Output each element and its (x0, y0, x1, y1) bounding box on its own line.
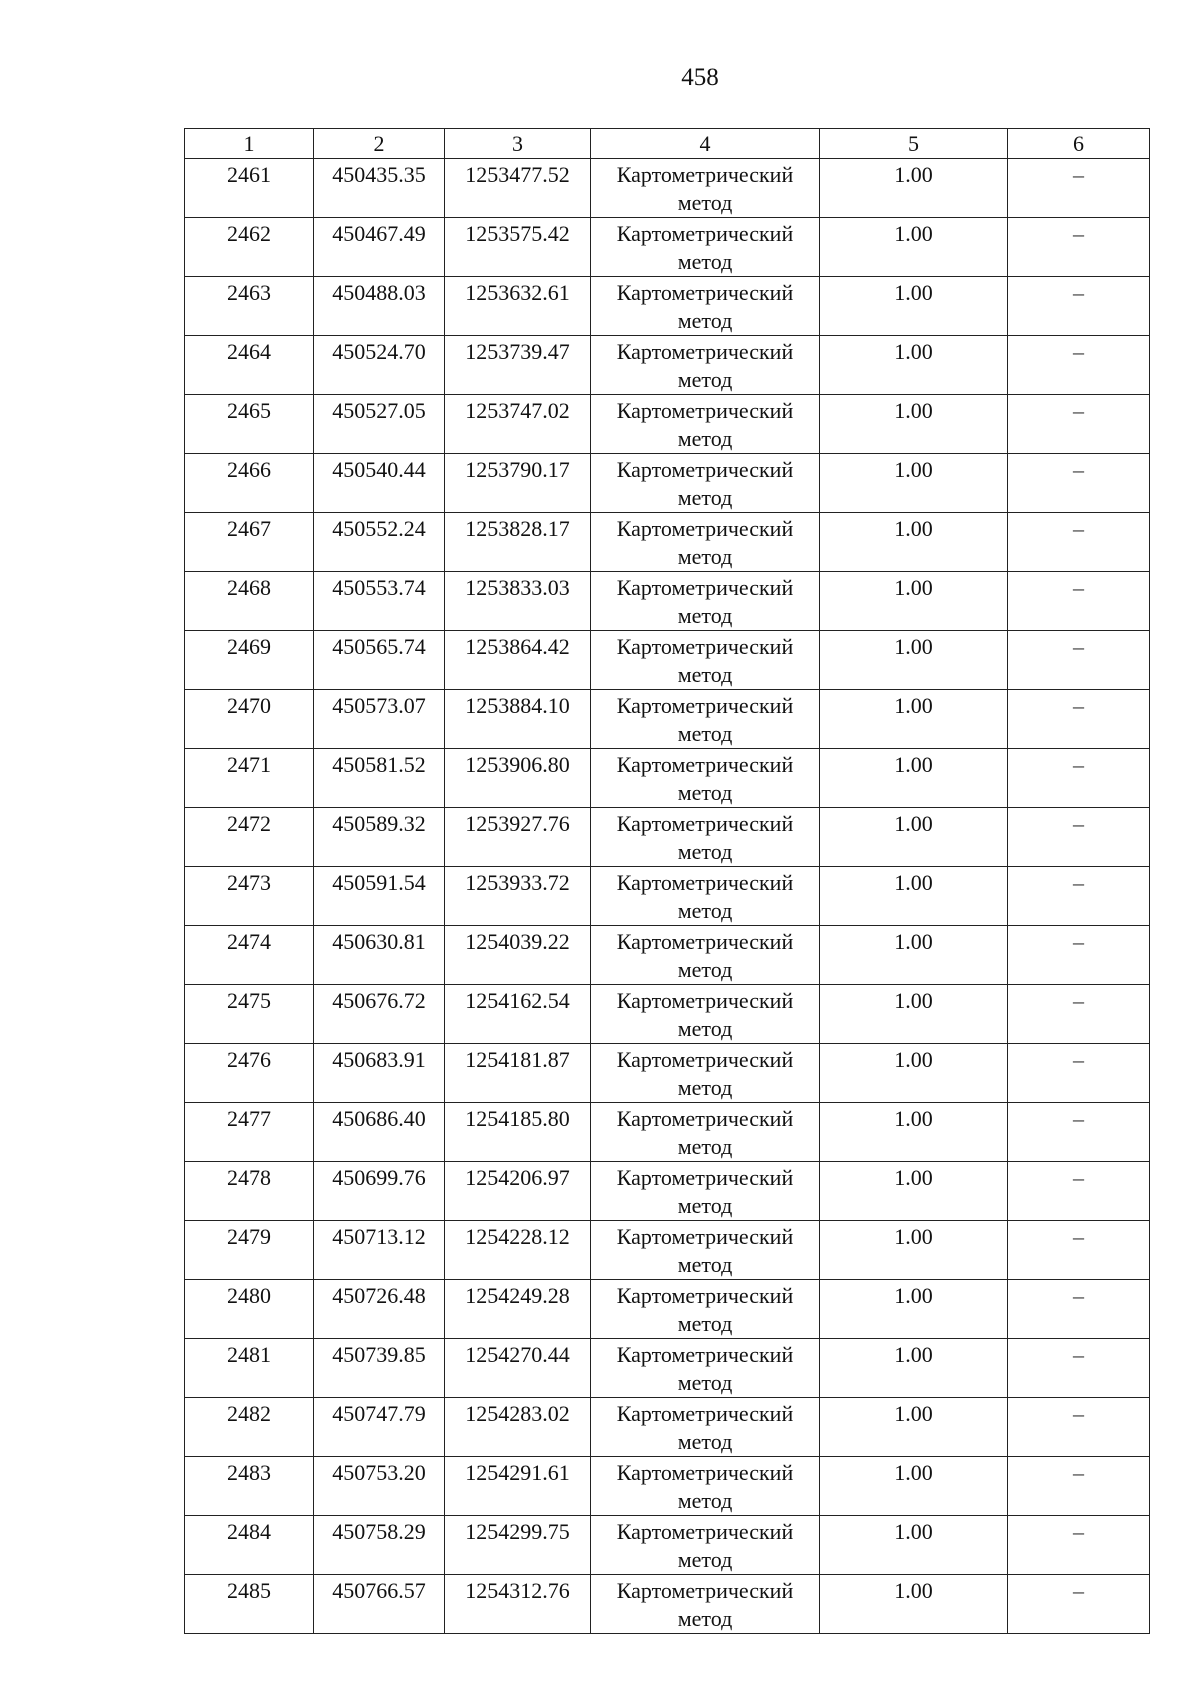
method-cell: Картометрический метод (591, 985, 820, 1044)
x-coordinate-cell: 450552.24 (314, 513, 445, 572)
accuracy-cell: 1.00 (820, 454, 1008, 513)
note-cell: – (1008, 749, 1150, 808)
note-cell: – (1008, 1339, 1150, 1398)
note-cell: – (1008, 513, 1150, 572)
accuracy-cell: 1.00 (820, 159, 1008, 218)
table-row (185, 1398, 1150, 1457)
note-cell: – (1008, 277, 1150, 336)
method-cell: Картометрический метод (591, 926, 820, 985)
y-coordinate-cell: 1254039.22 (445, 926, 591, 985)
note-cell: – (1008, 1103, 1150, 1162)
accuracy-cell: 1.00 (820, 1457, 1008, 1516)
y-coordinate-cell: 1253790.17 (445, 454, 591, 513)
point-number-cell: 2481 (185, 1339, 314, 1398)
x-coordinate-cell: 450713.12 (314, 1221, 445, 1280)
method-cell: Картометрический метод (591, 867, 820, 926)
accuracy-cell: 1.00 (820, 1103, 1008, 1162)
y-coordinate-cell: 1254299.75 (445, 1516, 591, 1575)
method-cell: Картометрический метод (591, 1398, 820, 1457)
table-row (185, 808, 1150, 867)
x-coordinate-cell: 450581.52 (314, 749, 445, 808)
point-number-cell: 2475 (185, 985, 314, 1044)
y-coordinate-cell: 1254206.97 (445, 1162, 591, 1221)
y-coordinate-cell: 1254185.80 (445, 1103, 591, 1162)
y-coordinate-cell: 1254270.44 (445, 1339, 591, 1398)
point-number-cell: 2482 (185, 1398, 314, 1457)
method-cell: Картометрический метод (591, 1575, 820, 1634)
method-cell: Картометрический метод (591, 631, 820, 690)
accuracy-cell: 1.00 (820, 1221, 1008, 1280)
point-number-cell: 2476 (185, 1044, 314, 1103)
accuracy-cell: 1.00 (820, 218, 1008, 277)
method-cell: Картометрический метод (591, 1280, 820, 1339)
point-number-cell: 2464 (185, 336, 314, 395)
point-number-cell: 2467 (185, 513, 314, 572)
table-row (185, 1516, 1150, 1575)
x-coordinate-cell: 450686.40 (314, 1103, 445, 1162)
note-cell: – (1008, 1221, 1150, 1280)
note-cell: – (1008, 1398, 1150, 1457)
note-cell: – (1008, 985, 1150, 1044)
point-number-cell: 2485 (185, 1575, 314, 1634)
point-number-cell: 2479 (185, 1221, 314, 1280)
y-coordinate-cell: 1254181.87 (445, 1044, 591, 1103)
point-number-cell: 2462 (185, 218, 314, 277)
accuracy-cell: 1.00 (820, 1280, 1008, 1339)
accuracy-cell: 1.00 (820, 1339, 1008, 1398)
y-coordinate-cell: 1253739.47 (445, 336, 591, 395)
table-row (185, 926, 1150, 985)
note-cell: – (1008, 808, 1150, 867)
point-number-cell: 2474 (185, 926, 314, 985)
point-number-cell: 2463 (185, 277, 314, 336)
method-cell: Картометрический метод (591, 454, 820, 513)
accuracy-cell: 1.00 (820, 1162, 1008, 1221)
point-number-cell: 2469 (185, 631, 314, 690)
header-col-6: 6 (1008, 129, 1150, 159)
page-number-text: 458 (681, 64, 719, 91)
x-coordinate-cell: 450527.05 (314, 395, 445, 454)
x-coordinate-cell: 450699.76 (314, 1162, 445, 1221)
y-coordinate-cell: 1253575.42 (445, 218, 591, 277)
y-coordinate-cell: 1254228.12 (445, 1221, 591, 1280)
method-cell: Картометрический метод (591, 1103, 820, 1162)
x-coordinate-cell: 450591.54 (314, 867, 445, 926)
table-row (185, 395, 1150, 454)
point-number-cell: 2483 (185, 1457, 314, 1516)
x-coordinate-cell: 450488.03 (314, 277, 445, 336)
table-row (185, 218, 1150, 277)
y-coordinate-cell: 1253906.80 (445, 749, 591, 808)
y-coordinate-cell: 1254249.28 (445, 1280, 591, 1339)
coordinates-table-wrapper (184, 128, 1150, 1634)
x-coordinate-cell: 450747.79 (314, 1398, 445, 1457)
table-row (185, 1162, 1150, 1221)
table-body (185, 159, 1150, 1634)
point-number-cell: 2465 (185, 395, 314, 454)
x-coordinate-cell: 450540.44 (314, 454, 445, 513)
method-cell: Картометрический метод (591, 1221, 820, 1280)
accuracy-cell: 1.00 (820, 926, 1008, 985)
header-col-3: 3 (445, 129, 591, 159)
table-row (185, 454, 1150, 513)
note-cell: – (1008, 631, 1150, 690)
accuracy-cell: 1.00 (820, 749, 1008, 808)
note-cell: – (1008, 1457, 1150, 1516)
point-number-cell: 2466 (185, 454, 314, 513)
point-number-cell: 2470 (185, 690, 314, 749)
method-cell: Картометрический метод (591, 1044, 820, 1103)
y-coordinate-cell: 1253833.03 (445, 572, 591, 631)
y-coordinate-cell: 1253864.42 (445, 631, 591, 690)
header-col-1: 1 (185, 129, 314, 159)
point-number-cell: 2461 (185, 159, 314, 218)
y-coordinate-cell: 1253747.02 (445, 395, 591, 454)
point-number-cell: 2471 (185, 749, 314, 808)
table-row (185, 513, 1150, 572)
x-coordinate-cell: 450630.81 (314, 926, 445, 985)
method-cell: Картометрический метод (591, 218, 820, 277)
y-coordinate-cell: 1253933.72 (445, 867, 591, 926)
table-row (185, 277, 1150, 336)
x-coordinate-cell: 450676.72 (314, 985, 445, 1044)
accuracy-cell: 1.00 (820, 513, 1008, 572)
note-cell: – (1008, 1575, 1150, 1634)
y-coordinate-cell: 1253477.52 (445, 159, 591, 218)
note-cell: – (1008, 690, 1150, 749)
note-cell: – (1008, 1516, 1150, 1575)
method-cell: Картометрический метод (591, 690, 820, 749)
table-row (185, 631, 1150, 690)
note-cell: – (1008, 926, 1150, 985)
x-coordinate-cell: 450726.48 (314, 1280, 445, 1339)
header-row (185, 129, 1150, 159)
method-cell: Картометрический метод (591, 336, 820, 395)
note-cell: – (1008, 1162, 1150, 1221)
table-row (185, 1575, 1150, 1634)
accuracy-cell: 1.00 (820, 395, 1008, 454)
y-coordinate-cell: 1253632.61 (445, 277, 591, 336)
method-cell: Картометрический метод (591, 572, 820, 631)
table-row (185, 1044, 1150, 1103)
table-row (185, 749, 1150, 808)
table-row (185, 572, 1150, 631)
accuracy-cell: 1.00 (820, 572, 1008, 631)
note-cell: – (1008, 1280, 1150, 1339)
accuracy-cell: 1.00 (820, 867, 1008, 926)
header-col-5: 5 (820, 129, 1008, 159)
method-cell: Картометрический метод (591, 395, 820, 454)
table-header (185, 129, 1150, 159)
point-number-cell: 2478 (185, 1162, 314, 1221)
note-cell: – (1008, 454, 1150, 513)
note-cell: – (1008, 395, 1150, 454)
note-cell: – (1008, 867, 1150, 926)
point-number-cell: 2473 (185, 867, 314, 926)
point-number-cell: 2480 (185, 1280, 314, 1339)
table-row (185, 1221, 1150, 1280)
y-coordinate-cell: 1254283.02 (445, 1398, 591, 1457)
note-cell: – (1008, 336, 1150, 395)
coordinates-table (184, 128, 1150, 1634)
y-coordinate-cell: 1253884.10 (445, 690, 591, 749)
accuracy-cell: 1.00 (820, 1398, 1008, 1457)
point-number-cell: 2468 (185, 572, 314, 631)
x-coordinate-cell: 450753.20 (314, 1457, 445, 1516)
x-coordinate-cell: 450467.49 (314, 218, 445, 277)
note-cell: – (1008, 1044, 1150, 1103)
method-cell: Картометрический метод (591, 1339, 820, 1398)
note-cell: – (1008, 572, 1150, 631)
x-coordinate-cell: 450739.85 (314, 1339, 445, 1398)
y-coordinate-cell: 1253828.17 (445, 513, 591, 572)
x-coordinate-cell: 450589.32 (314, 808, 445, 867)
table-row (185, 867, 1150, 926)
method-cell: Картометрический метод (591, 1162, 820, 1221)
note-cell: – (1008, 159, 1150, 218)
accuracy-cell: 1.00 (820, 808, 1008, 867)
method-cell: Картометрический метод (591, 1457, 820, 1516)
note-cell: – (1008, 218, 1150, 277)
page-number (0, 64, 1200, 92)
point-number-cell: 2477 (185, 1103, 314, 1162)
table-row (185, 690, 1150, 749)
y-coordinate-cell: 1254162.54 (445, 985, 591, 1044)
table-row (185, 1339, 1150, 1398)
method-cell: Картометрический метод (591, 808, 820, 867)
accuracy-cell: 1.00 (820, 1516, 1008, 1575)
table-row (185, 1103, 1150, 1162)
x-coordinate-cell: 450758.29 (314, 1516, 445, 1575)
point-number-cell: 2484 (185, 1516, 314, 1575)
table-row (185, 159, 1150, 218)
x-coordinate-cell: 450573.07 (314, 690, 445, 749)
method-cell: Картометрический метод (591, 749, 820, 808)
point-number-cell: 2472 (185, 808, 314, 867)
table-row (185, 336, 1150, 395)
y-coordinate-cell: 1254312.76 (445, 1575, 591, 1634)
method-cell: Картометрический метод (591, 277, 820, 336)
x-coordinate-cell: 450683.91 (314, 1044, 445, 1103)
accuracy-cell: 1.00 (820, 631, 1008, 690)
accuracy-cell: 1.00 (820, 277, 1008, 336)
method-cell: Картометрический метод (591, 1516, 820, 1575)
accuracy-cell: 1.00 (820, 1575, 1008, 1634)
table-row (185, 1457, 1150, 1516)
header-col-4: 4 (591, 129, 820, 159)
y-coordinate-cell: 1253927.76 (445, 808, 591, 867)
x-coordinate-cell: 450565.74 (314, 631, 445, 690)
y-coordinate-cell: 1254291.61 (445, 1457, 591, 1516)
table-row (185, 985, 1150, 1044)
header-col-2: 2 (314, 129, 445, 159)
x-coordinate-cell: 450553.74 (314, 572, 445, 631)
x-coordinate-cell: 450524.70 (314, 336, 445, 395)
accuracy-cell: 1.00 (820, 985, 1008, 1044)
accuracy-cell: 1.00 (820, 690, 1008, 749)
x-coordinate-cell: 450766.57 (314, 1575, 445, 1634)
accuracy-cell: 1.00 (820, 336, 1008, 395)
x-coordinate-cell: 450435.35 (314, 159, 445, 218)
method-cell: Картометрический метод (591, 513, 820, 572)
method-cell: Картометрический метод (591, 159, 820, 218)
table-row (185, 1280, 1150, 1339)
accuracy-cell: 1.00 (820, 1044, 1008, 1103)
